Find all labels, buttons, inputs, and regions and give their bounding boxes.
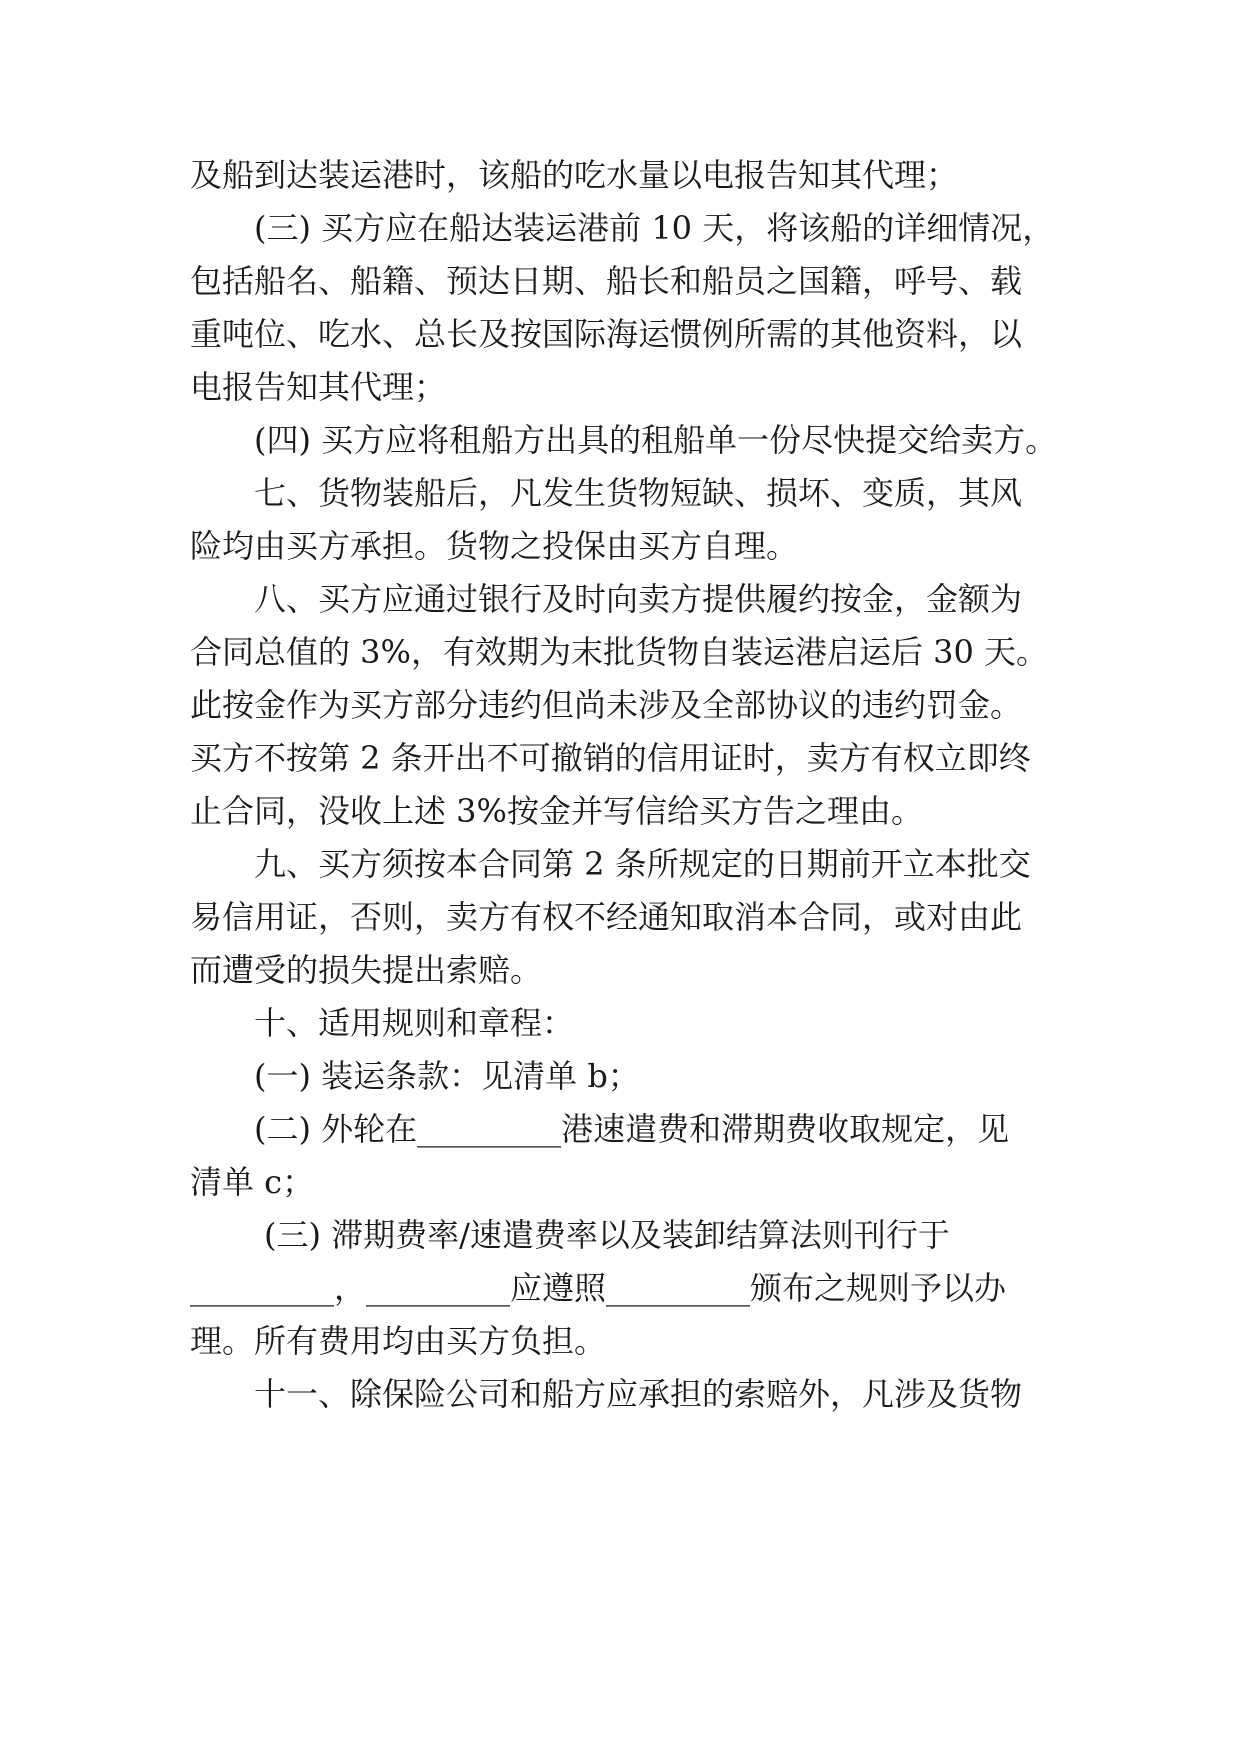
text-line-3: 包括船名、船籍、预达日期、船长和船员之国籍，呼号、载 — [190, 262, 1023, 300]
text-line-23: 理。所有费用均由买方负担。 — [190, 1322, 607, 1360]
text-line-4: 重吨位、吃水、总长及按国际海运惯例所需的其他资料，以 — [190, 315, 1023, 353]
text-line-8: 险均由买方承担。货物之投保由买方自理。 — [190, 527, 799, 565]
text-line-17: 十、适用规则和章程： — [254, 1004, 575, 1042]
text-line-1: 及船到达装运港时，该船的吃水量以电报告知其代理； — [190, 156, 959, 194]
text-line-9: 八、买方应通过银行及时向卖方提供履约按金，金额为 — [254, 580, 1023, 618]
text-line-19: (二) 外轮在_________港速遣费和滞期费收取规定，见 — [254, 1110, 1010, 1148]
text-line-13: 止合同，没收上述 3%按金并写信给买方告之理由。 — [190, 792, 923, 830]
text-line-14: 九、买方须按本合同第 2 条所规定的日期前开立本批交 — [254, 845, 1031, 883]
text-line-11: 此按金作为买方部分违约但尚未涉及全部协议的违约罚金。 — [190, 686, 1023, 724]
text-line-21: (三) 滞期费率/速遣费率以及装卸结算法则刊行于 — [264, 1216, 950, 1254]
text-line-5: 电报告知其代理； — [190, 368, 447, 406]
text-line-12: 买方不按第 2 条开出不可撤销的信用证时，卖方有权立即终 — [190, 739, 1031, 777]
text-line-6: (四) 买方应将租船方出具的租船单一份尽快提交给卖方。 — [254, 421, 1058, 459]
text-line-20: 清单 c； — [190, 1163, 315, 1201]
text-line-2: (三) 买方应在船达装运港前 10 天，将该船的详细情况， — [254, 209, 1055, 247]
text-line-7: 七、货物装船后，凡发生货物短缺、损坏、变质，其风 — [254, 474, 1023, 512]
text-line-18: (一) 装运条款：见清单 b； — [254, 1057, 640, 1095]
text-line-24: 十一、除保险公司和船方应承担的索赔外，凡涉及货物 — [254, 1375, 1023, 1413]
text-line-15: 易信用证，否则，卖方有权不经通知取消本合同，或对由此 — [190, 898, 1023, 936]
text-line-10: 合同总值的 3%，有效期为末批货物自装运港启运后 30 天。 — [190, 633, 1049, 671]
text-line-16: 而遭受的损失提出索赔。 — [190, 951, 543, 989]
text-line-22: _________，_________应遵照_________颁布之规则予以办 — [190, 1269, 1007, 1307]
